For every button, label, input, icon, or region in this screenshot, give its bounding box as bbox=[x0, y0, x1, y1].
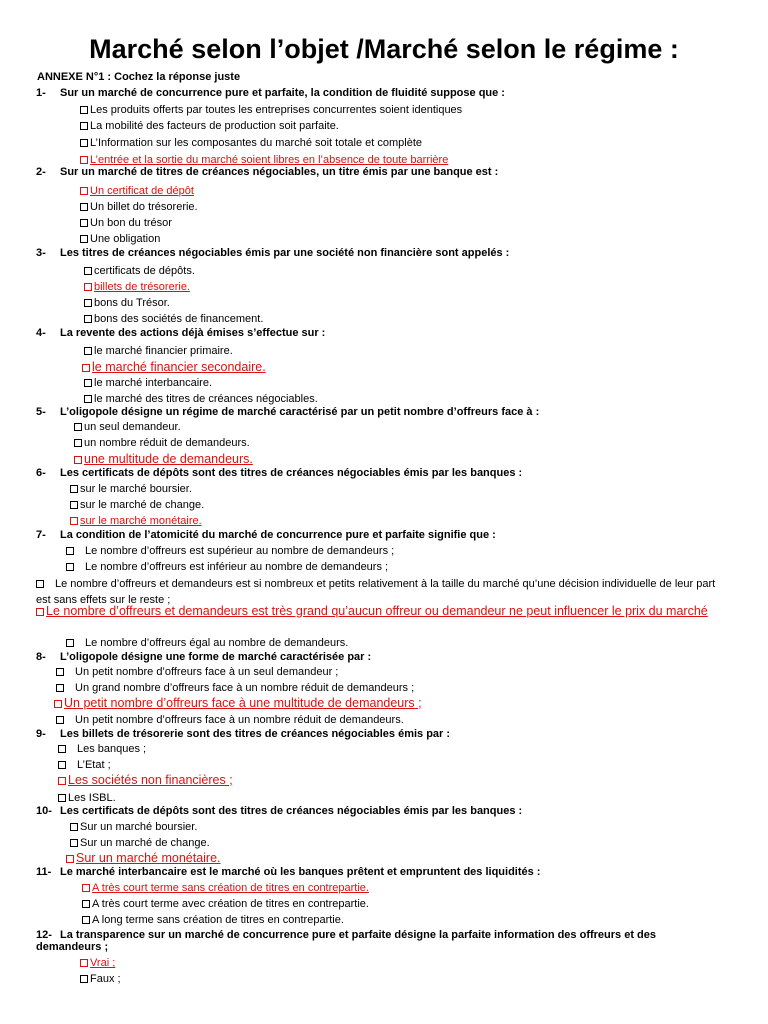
question-text: Les titres de créances négociables émis par une société non financière sont appelés : bbox=[60, 247, 510, 259]
answer-option[interactable] bbox=[66, 545, 394, 558]
question-number: 1- bbox=[36, 87, 46, 99]
answer-option[interactable] bbox=[80, 233, 160, 246]
answer-option-correct[interactable] bbox=[54, 697, 422, 710]
question-7 bbox=[36, 529, 496, 541]
checkbox-icon[interactable] bbox=[66, 639, 74, 647]
checkbox-icon[interactable] bbox=[80, 235, 88, 243]
option-label: Les sociétés non financières ; bbox=[68, 773, 233, 787]
checkbox-icon[interactable] bbox=[80, 959, 88, 967]
option-label: Un petit nombre d’offreurs face à un nombre réduit de demandeurs. bbox=[75, 714, 404, 726]
answer-option[interactable] bbox=[56, 666, 338, 679]
checkbox-icon[interactable] bbox=[74, 439, 82, 447]
answer-option-correct[interactable] bbox=[66, 852, 221, 865]
checkbox-icon[interactable] bbox=[54, 700, 62, 708]
checkbox-icon[interactable] bbox=[36, 580, 44, 588]
checkbox-icon[interactable] bbox=[80, 203, 88, 211]
checkbox-icon[interactable] bbox=[82, 364, 90, 372]
answer-option[interactable] bbox=[70, 821, 197, 834]
option-label: Sur un marché boursier. bbox=[80, 821, 198, 833]
question-11 bbox=[36, 866, 540, 878]
question-text: La revente des actions déjà émises s’effectue sur : bbox=[60, 327, 326, 339]
question-3 bbox=[36, 247, 509, 259]
answer-option-correct[interactable] bbox=[58, 774, 233, 787]
answer-option[interactable] bbox=[80, 217, 172, 230]
option-label: le marché financier primaire. bbox=[94, 345, 233, 357]
checkbox-icon[interactable] bbox=[82, 884, 90, 892]
question-text: Sur un marché de concurrence pure et parfaite, la condition de fluidité suppose que : bbox=[60, 87, 505, 99]
checkbox-icon[interactable] bbox=[66, 855, 74, 863]
checkbox-icon[interactable] bbox=[80, 975, 88, 983]
answer-option[interactable] bbox=[80, 201, 198, 214]
question-2 bbox=[36, 166, 498, 178]
answer-option[interactable] bbox=[66, 561, 388, 574]
option-label: Le nombre d’offreurs est supérieur au nombre de demandeurs ; bbox=[85, 545, 395, 557]
checkbox-icon[interactable] bbox=[84, 267, 92, 275]
option-label: sur le marché boursier. bbox=[80, 483, 192, 495]
answer-option-correct[interactable] bbox=[36, 603, 726, 619]
option-label: bons des sociétés de financement. bbox=[94, 313, 264, 325]
answer-option-correct[interactable] bbox=[80, 957, 115, 970]
question-text: Sur un marché de titres de créances négociables, un titre émis par une banque est : bbox=[60, 166, 499, 178]
answer-option[interactable] bbox=[80, 973, 121, 986]
option-label: A très court terme avec création de titres en contrepartie. bbox=[92, 898, 369, 910]
answer-option[interactable] bbox=[84, 377, 212, 390]
question-4 bbox=[36, 327, 325, 339]
question-9 bbox=[36, 728, 450, 740]
checkbox-icon[interactable] bbox=[70, 485, 78, 493]
question-text: Le marché interbancaire est le marché où les banques prêtent et empruntent des liquidités : bbox=[60, 866, 541, 878]
question-text: L’oligopole désigne un régime de marché caractérisé par un petit nombre d’offreurs face à : bbox=[60, 406, 540, 418]
checkbox-icon[interactable] bbox=[80, 156, 88, 164]
question-text: Les billets de trésorerie sont des titres de créances négociables émis par : bbox=[60, 728, 451, 740]
answer-option[interactable] bbox=[70, 837, 210, 850]
answer-option[interactable] bbox=[84, 297, 170, 310]
option-label: Sur un marché de change. bbox=[80, 837, 210, 849]
question-number: 3- bbox=[36, 247, 46, 259]
option-label: L’Etat ; bbox=[77, 759, 111, 771]
checkbox-icon[interactable] bbox=[56, 716, 64, 724]
option-label: L’entrée et la sortie du marché soient libres en l’absence de toute barrière bbox=[90, 154, 449, 166]
answer-option[interactable] bbox=[70, 499, 204, 512]
option-label: Un certificat de dépôt bbox=[90, 185, 194, 197]
option-label: Un billet do trésorerie. bbox=[90, 201, 198, 213]
question-number: 8- bbox=[36, 651, 46, 663]
answer-option[interactable] bbox=[84, 265, 195, 278]
option-label: une multitude de demandeurs. bbox=[84, 452, 253, 466]
option-label: Le nombre d’offreurs est inférieur au nombre de demandeurs ; bbox=[85, 561, 389, 573]
question-5 bbox=[36, 406, 539, 418]
annexe-heading: ANNEXE N°1 : Cochez la réponse juste bbox=[37, 71, 241, 83]
question-10 bbox=[36, 805, 522, 817]
question-12 bbox=[36, 929, 706, 953]
checkbox-icon[interactable] bbox=[58, 794, 66, 802]
option-label: La mobilité des facteurs de production soit parfaite. bbox=[90, 120, 339, 132]
answer-option[interactable] bbox=[74, 437, 250, 450]
question-text: La condition de l’atomicité du marché de concurrence pure et parfaite signifie que : bbox=[60, 529, 496, 541]
option-label: Le nombre d’offreurs égal au nombre de demandeurs. bbox=[85, 637, 349, 649]
answer-option[interactable] bbox=[58, 759, 111, 772]
answer-option[interactable] bbox=[74, 421, 181, 434]
checkbox-icon[interactable] bbox=[70, 839, 78, 847]
option-label: Un grand nombre d’offreurs face à un nombre réduit de demandeurs ; bbox=[75, 682, 415, 694]
checkbox-icon[interactable] bbox=[58, 777, 66, 785]
option-label: le marché des titres de créances négociables. bbox=[94, 393, 318, 405]
question-number: 2- bbox=[36, 166, 46, 178]
option-label: Le nombre d’offreurs et demandeurs est très grand qu’aucun offreur ou demandeur ne peut influencer le prix du marché bbox=[46, 604, 708, 618]
checkbox-icon[interactable] bbox=[36, 608, 44, 616]
option-label: Un petit nombre d’offreurs face à une multitude de demandeurs ; bbox=[64, 696, 422, 710]
answer-option[interactable] bbox=[66, 637, 348, 650]
checkbox-icon[interactable] bbox=[58, 761, 66, 769]
question-number: 11- bbox=[36, 866, 52, 878]
question-number: 7- bbox=[36, 529, 46, 541]
answer-option[interactable] bbox=[70, 483, 192, 496]
answer-option-correct[interactable] bbox=[70, 515, 202, 528]
question-1 bbox=[36, 87, 505, 99]
checkbox-icon[interactable] bbox=[70, 501, 78, 509]
checkbox-icon[interactable] bbox=[74, 456, 82, 464]
checkbox-icon[interactable] bbox=[82, 916, 90, 924]
checkbox-icon[interactable] bbox=[80, 187, 88, 195]
option-label: Les ISBL. bbox=[68, 792, 116, 804]
checkbox-icon[interactable] bbox=[84, 315, 92, 323]
checkbox-icon[interactable] bbox=[84, 347, 92, 355]
checkbox-icon[interactable] bbox=[82, 900, 90, 908]
option-label: A long terme sans création de titres en contrepartie. bbox=[92, 914, 344, 926]
answer-option[interactable] bbox=[82, 914, 344, 927]
option-label: bons du Trésor. bbox=[94, 297, 170, 309]
option-label: Le nombre d’offreurs et demandeurs est si nombreux et petits relativement à la taille du marché qu’une décision individuelle de leur part est sans effets sur le reste ; bbox=[36, 578, 716, 606]
question-8 bbox=[36, 651, 371, 663]
question-text: Les certificats de dépôts sont des titres de créances négociables émis par les banques : bbox=[60, 805, 523, 817]
option-label: le marché financier secondaire. bbox=[92, 360, 266, 374]
option-label: un nombre réduit de demandeurs. bbox=[84, 437, 250, 449]
checkbox-icon[interactable] bbox=[74, 423, 82, 431]
option-label: certificats de dépôts. bbox=[94, 265, 195, 277]
checkbox-icon[interactable] bbox=[58, 745, 66, 753]
checkbox-icon[interactable] bbox=[84, 395, 92, 403]
answer-option[interactable] bbox=[80, 137, 422, 150]
answer-option[interactable] bbox=[82, 898, 369, 911]
option-label: L’Information sur les composantes du marché soit totale et complète bbox=[90, 137, 423, 149]
question-number: 5- bbox=[36, 406, 46, 418]
answer-option-correct[interactable] bbox=[74, 453, 253, 466]
answer-option[interactable] bbox=[56, 714, 404, 727]
checkbox-icon[interactable] bbox=[56, 684, 64, 692]
answer-option[interactable] bbox=[80, 104, 462, 117]
option-label: Un petit nombre d’offreurs face à un seul demandeur ; bbox=[75, 666, 339, 678]
option-label: Vrai ; bbox=[90, 957, 116, 969]
option-label: A très court terme sans création de titres en contrepartie. bbox=[92, 882, 369, 894]
checkbox-icon[interactable] bbox=[84, 379, 92, 387]
answer-option[interactable] bbox=[58, 743, 146, 756]
option-label: Une obligation bbox=[90, 233, 161, 245]
option-label: Les produits offerts par toutes les entreprises concurrentes soient identiques bbox=[90, 104, 463, 116]
page-title: Marché selon l’objet /Marché selon le régime : bbox=[89, 34, 679, 64]
answer-option[interactable] bbox=[84, 313, 263, 326]
answer-option-correct[interactable] bbox=[80, 185, 194, 198]
option-label: sur le marché de change. bbox=[80, 499, 205, 511]
checkbox-icon[interactable] bbox=[70, 823, 78, 831]
option-label: un seul demandeur. bbox=[84, 421, 181, 433]
checkbox-icon[interactable] bbox=[84, 283, 92, 291]
answer-option-correct[interactable] bbox=[82, 361, 266, 374]
option-label: billets de trésorerie. bbox=[94, 281, 190, 293]
option-label: sur le marché monétaire. bbox=[80, 515, 202, 527]
checkbox-icon[interactable] bbox=[66, 547, 74, 555]
checkbox-icon[interactable] bbox=[70, 517, 78, 525]
answer-option[interactable] bbox=[84, 393, 318, 406]
checkbox-icon[interactable] bbox=[80, 139, 88, 147]
option-label: le marché interbancaire. bbox=[94, 377, 213, 389]
option-label: Un bon du trésor bbox=[90, 217, 172, 229]
answer-option-correct[interactable] bbox=[82, 882, 369, 895]
question-6 bbox=[36, 467, 522, 479]
question-text: La transparence sur un marché de concurrence pure et parfaite désigne la parfaite information des offreurs et des demandeurs ; bbox=[36, 929, 657, 953]
checkbox-icon[interactable] bbox=[80, 219, 88, 227]
question-number: 12- bbox=[36, 929, 52, 941]
question-text: L’oligopole désigne une forme de marché caractérisée par : bbox=[60, 651, 372, 663]
question-text: Les certificats de dépôts sont des titres de créances négociables émis par les banques : bbox=[60, 467, 523, 479]
checkbox-icon[interactable] bbox=[80, 122, 88, 130]
question-number: 6- bbox=[36, 467, 46, 479]
option-label: Faux ; bbox=[90, 973, 121, 985]
question-number: 4- bbox=[36, 327, 46, 339]
checkbox-icon[interactable] bbox=[80, 106, 88, 114]
answer-option-correct[interactable] bbox=[84, 281, 190, 294]
answer-option[interactable] bbox=[58, 792, 116, 805]
answer-option[interactable] bbox=[80, 120, 339, 133]
answer-option[interactable] bbox=[84, 345, 233, 358]
question-number: 10- bbox=[36, 805, 52, 817]
checkbox-icon[interactable] bbox=[66, 563, 74, 571]
checkbox-icon[interactable] bbox=[56, 668, 64, 676]
question-number: 9- bbox=[36, 728, 46, 740]
option-label: Les banques ; bbox=[77, 743, 147, 755]
answer-option[interactable] bbox=[56, 682, 414, 695]
checkbox-icon[interactable] bbox=[84, 299, 92, 307]
option-label: Sur un marché monétaire. bbox=[76, 851, 221, 865]
